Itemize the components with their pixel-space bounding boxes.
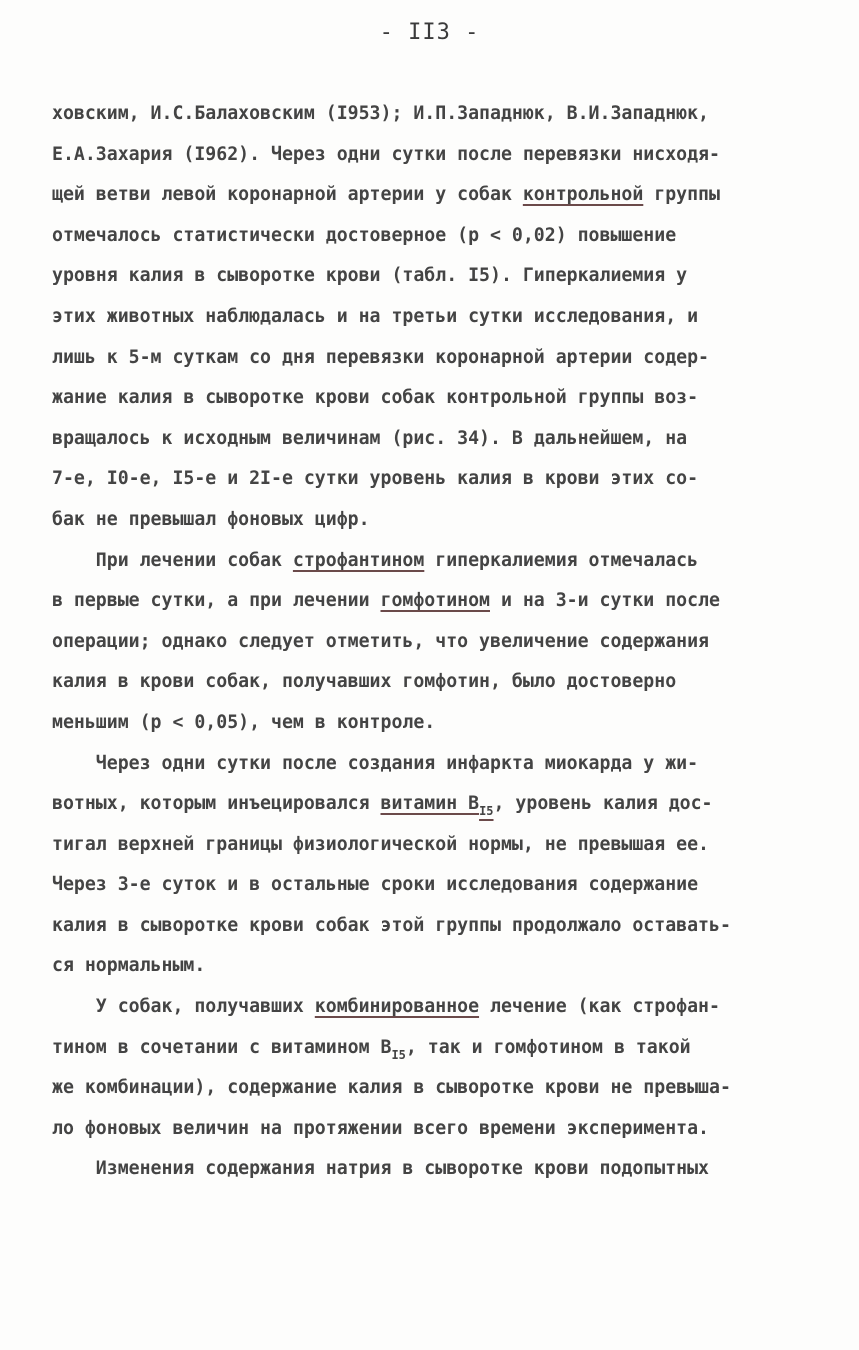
text-run: калия в сыворотке крови собак этой группы продолжало оставать-	[52, 914, 731, 936]
text-line	[52, 987, 812, 1028]
text-line	[52, 703, 812, 744]
text-line	[52, 906, 812, 947]
text-run: ся нормальным.	[52, 955, 206, 977]
text-line	[52, 256, 812, 297]
subscript: I5	[479, 804, 494, 819]
text-run: вращалось к исходным величинам (рис. 34). В дальнейшем, на	[52, 427, 688, 449]
text-run: меньшим (р < 0,05), чем в контроле.	[52, 711, 436, 733]
text-line	[52, 541, 812, 582]
text-line	[52, 338, 812, 379]
underlined-term: контрольной	[522, 184, 644, 206]
text-line	[52, 1068, 812, 1109]
underlined-term: строфантином	[292, 549, 425, 571]
text-line	[52, 297, 812, 338]
text-run: операции; однако следует отметить, что увеличение содержания	[52, 630, 709, 652]
text-run: жание калия в сыворотке крови собак контрольной группы воз-	[52, 387, 699, 409]
text-run: Через 3-е суток и в остальные сроки исследования содержание	[52, 874, 699, 896]
text-line	[52, 175, 812, 216]
text-line	[52, 784, 812, 825]
underlined-term: гомфотином	[380, 590, 490, 612]
text-run: этих животных наблюдалась и на третьи сутки исследования, и	[52, 305, 699, 327]
text-run: бак не превышал фоновых цифр.	[52, 508, 370, 530]
text-run: же комбинации), содержание калия в сыворотке крови не превыша-	[52, 1077, 731, 1099]
text-run: вотных, которым инъецировался	[52, 793, 381, 815]
text-run: лечение (как строфан-	[479, 996, 720, 1018]
text-line	[52, 946, 812, 987]
text-run: щей ветви левой коронарной артерии у собак	[52, 184, 523, 206]
subscript: I5	[391, 1047, 406, 1062]
text-run: ховским, И.С.Балаховским (I953); И.П.Западнюк, В.И.Западнюк,	[52, 103, 709, 124]
page-number: - II3 -	[379, 20, 480, 45]
text-line	[52, 1028, 812, 1069]
text-line	[52, 865, 812, 906]
text-run: , так и гомфотином в такой	[405, 1036, 691, 1058]
text-line	[52, 378, 812, 419]
text-run: отмечалось статистически достоверное (р < 0,02) повышение	[52, 224, 677, 246]
text-line	[52, 1149, 812, 1190]
text-run: тигал верхней границы физиологической нормы, не превышая ее.	[52, 833, 709, 855]
text-run: уровня калия в сыворотке крови (табл. I5). Гиперкалиемия у	[52, 265, 688, 287]
text-line	[52, 419, 812, 460]
text-line	[52, 622, 812, 663]
body-text	[52, 94, 812, 1190]
text-run: ло фоновых величин на протяжении всего времени эксперимента.	[52, 1117, 709, 1139]
text-run: гиперкалиемия отмечалась	[424, 549, 699, 571]
text-line	[52, 459, 812, 500]
text-run: группы	[643, 184, 720, 206]
text-run: Изменения содержания натрия в сыворотке крови подопытных	[52, 1158, 709, 1180]
text-run: тином в сочетании с витамином В	[52, 1036, 392, 1058]
text-line	[52, 216, 812, 257]
text-run: лишь к 5-м суткам со дня перевязки коронарной артерии содер-	[52, 346, 709, 368]
underlined-term: витамин В	[380, 793, 480, 815]
text-run: и на 3-и сутки после	[490, 590, 720, 612]
text-line	[52, 581, 812, 622]
text-run: 7-е, I0-е, I5-е и 2I-е сутки уровень калия в крови этих со-	[52, 468, 699, 490]
text-line	[52, 135, 812, 176]
text-run: калия в крови собак, получавших гомфотин, было достоверно	[52, 671, 677, 693]
text-run: , уровень калия дос-	[493, 793, 713, 815]
text-line	[52, 825, 812, 866]
text-line	[52, 744, 812, 785]
text-run: в первые сутки, а при лечении	[52, 590, 381, 612]
text-run: Е.А.Захария (I962). Через одни сутки после перевязки нисходя-	[52, 143, 720, 165]
text-line	[52, 500, 812, 541]
underlined-term: комбинированное	[314, 996, 480, 1018]
text-line	[52, 94, 812, 135]
text-run: Через одни сутки после создания инфаркта миокарда у жи-	[52, 752, 699, 774]
text-line	[52, 662, 812, 703]
text-run: При лечении собак	[52, 549, 293, 571]
text-run: У собак, получавших	[52, 996, 315, 1018]
text-line	[52, 1109, 812, 1150]
